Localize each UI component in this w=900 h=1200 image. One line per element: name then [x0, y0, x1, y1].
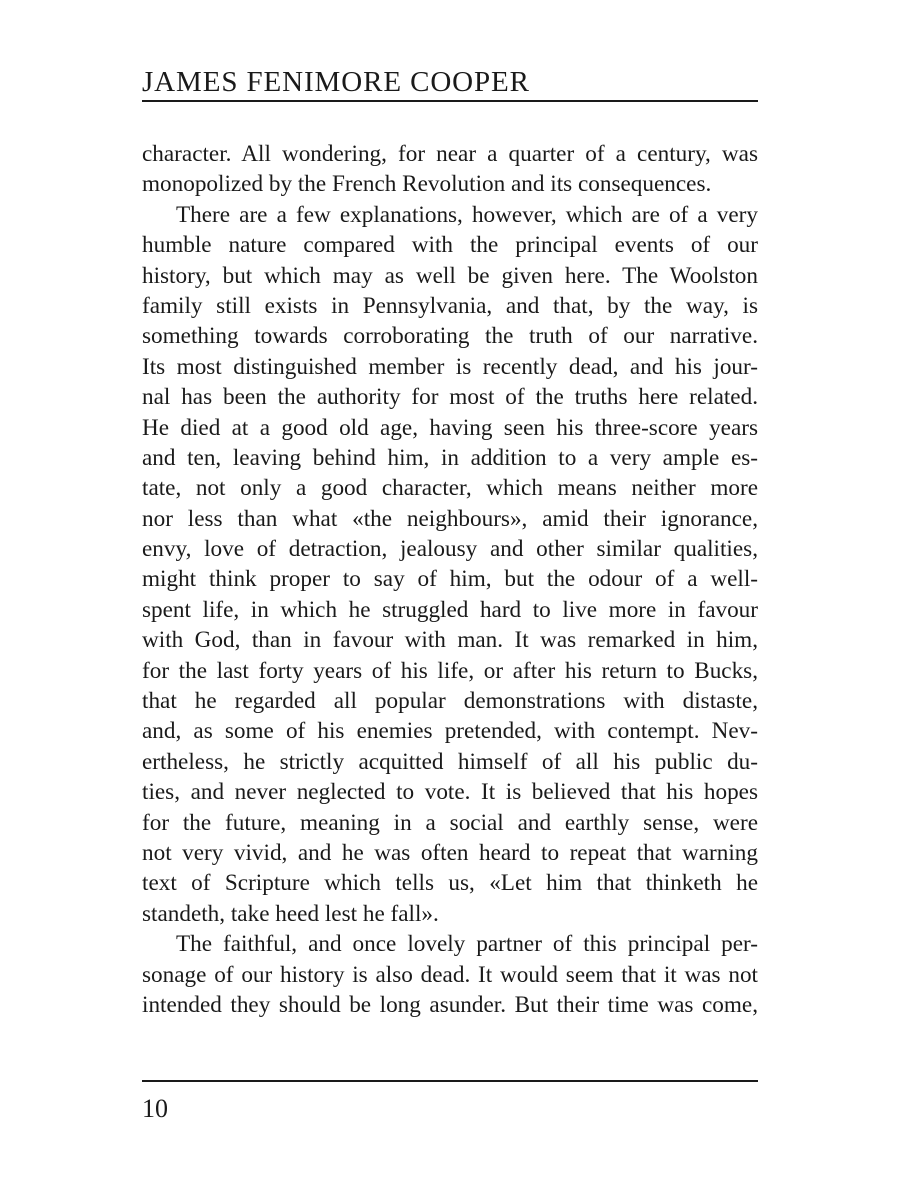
page-number: 10 [142, 1094, 168, 1123]
paragraph [142, 929, 758, 1020]
text-line: Its most distinguished member is recently dead, and his jour- [142, 353, 758, 380]
text-line: might think proper to say of him, but the odour of a well- [142, 566, 758, 593]
text-line: not very vivid, and he was often heard to repeat that warning [142, 839, 758, 866]
text-line: nal has been the authority for most of the truths here related. [142, 384, 758, 411]
text-line: envy, love of detraction, jealousy and other similar qualities, [142, 536, 758, 563]
text-line: for the future, meaning in a social and earthly sense, were [142, 809, 758, 836]
text-line: standeth, take heed lest he fall». [142, 900, 439, 927]
text-line: for the last forty years of his life, or after his return to Bucks, [142, 657, 758, 684]
body-text [142, 139, 758, 1020]
text-line: with God, than in favour with man. It was remarked in him, [142, 627, 758, 654]
text-line: history, but which may as well be given here. The Woolston [142, 262, 758, 289]
paragraph [142, 200, 758, 929]
text-line: humble nature compared with the principal events of our [142, 232, 758, 259]
paragraph [142, 139, 758, 200]
text-line: that he regarded all popular demonstrations with distaste, [142, 688, 758, 715]
text-line: intended they should be long asunder. But their time was come, [142, 991, 758, 1018]
text-line: monopolized by the French Revolution and its consequences. [142, 171, 712, 198]
footer-rule [142, 1080, 758, 1082]
text-line: nor less than what «the neighbours», amid their ignorance, [142, 505, 758, 532]
text-line: something towards corroborating the truth of our narrative. [142, 323, 758, 350]
text-line: There are a few explanations, however, which are of a very [176, 201, 758, 228]
text-line: ties, and never neglected to vote. It is believed that his hopes [142, 779, 758, 806]
text-line: family still exists in Pennsylvania, and that, by the way, is [142, 292, 758, 319]
text-line: and, as some of his enemies pretended, with contempt. Nev- [142, 718, 758, 745]
text-line: text of Scripture which tells us, «Let him that thinketh he [142, 870, 758, 897]
text-line: The faithful, and once lovely partner of this principal per- [176, 931, 758, 958]
text-line: He died at a good old age, having seen his three-score years [142, 414, 758, 441]
text-line: sonage of our history is also dead. It would seem that it was not [142, 961, 758, 988]
text-line: ertheless, he strictly acquitted himself of all his public du- [142, 748, 758, 775]
text-line: tate, not only a good character, which means neither more [142, 475, 758, 502]
text-line: spent life, in which he struggled hard to live more in favour [142, 596, 758, 623]
header-rule [142, 100, 758, 102]
running-head: JAMES FENIMORE COOPER [142, 66, 530, 98]
text-line: and ten, leaving behind him, in addition to a very ample es- [142, 444, 758, 471]
text-line: character. All wondering, for near a quarter of a century, was [142, 141, 758, 167]
